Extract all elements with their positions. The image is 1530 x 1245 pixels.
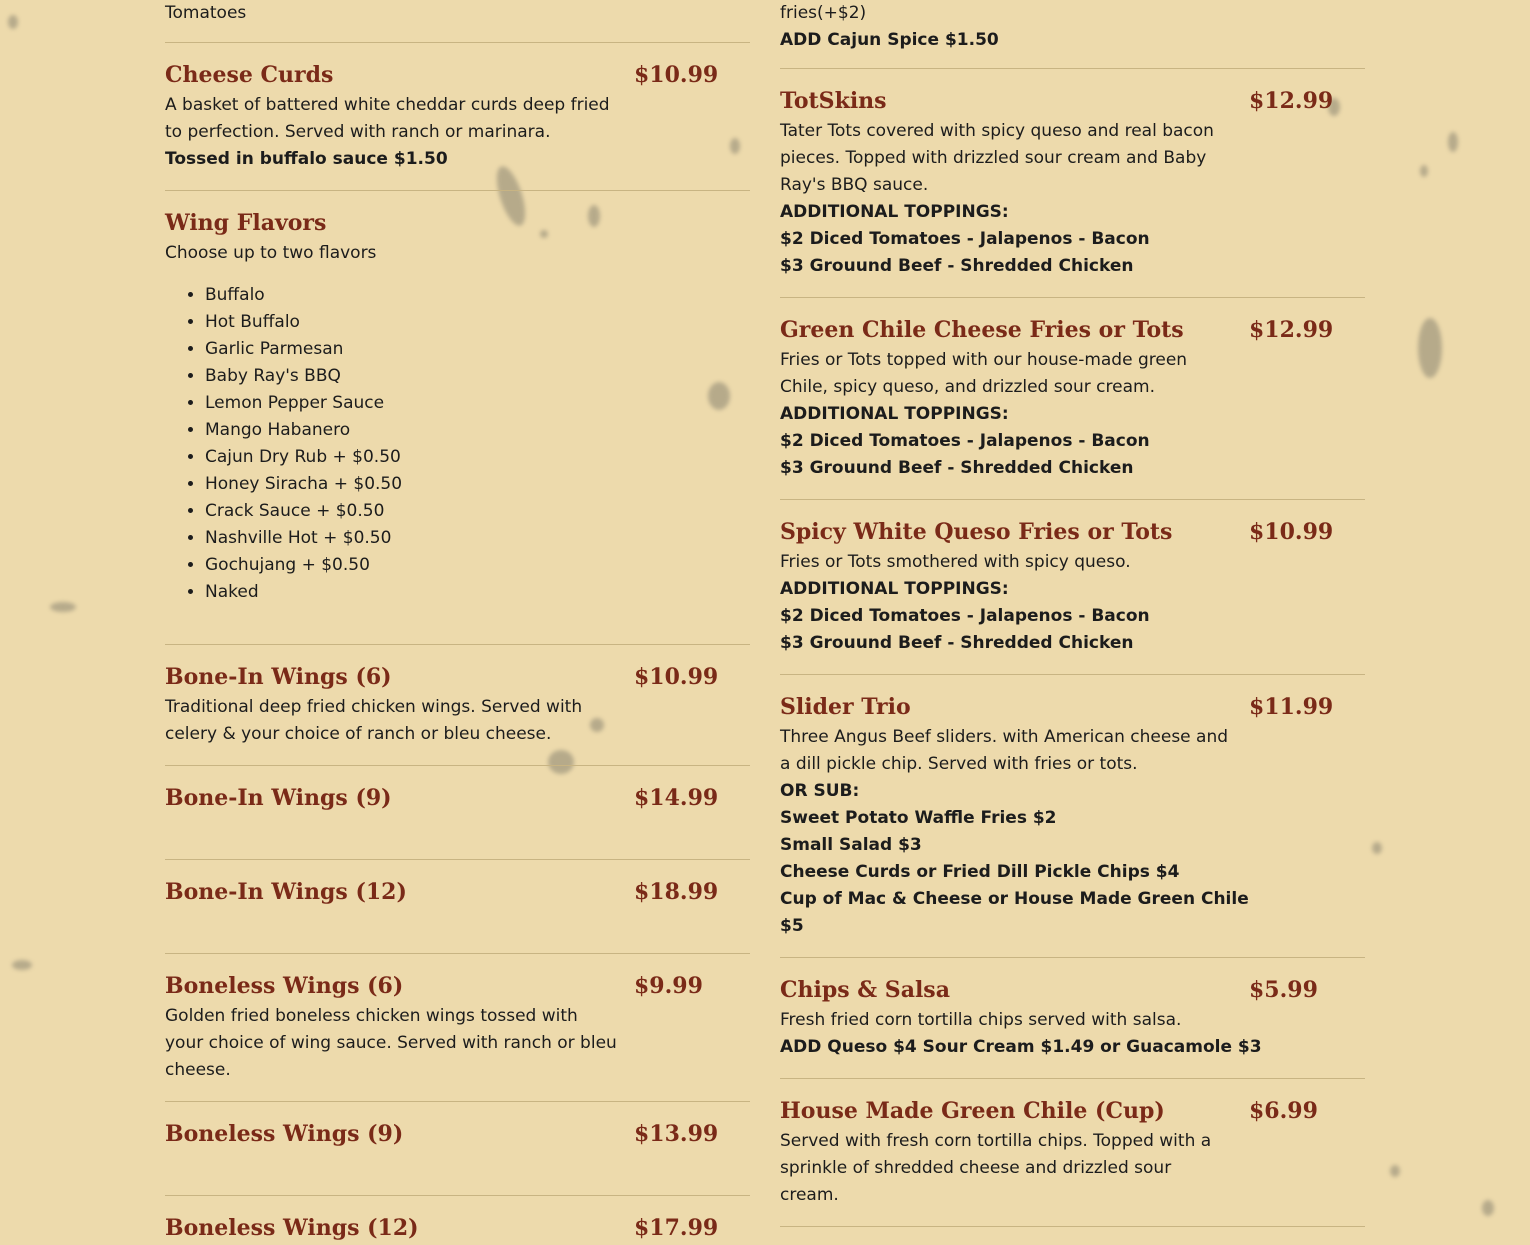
list-item: • Naked xyxy=(205,579,750,606)
menu-item-bone-in-wings-12 xyxy=(165,860,750,954)
list-item: • Honey Siracha + $0.50 xyxy=(205,471,750,498)
menu-item-cheese-curds xyxy=(165,43,750,191)
item-extra: Small Salad $3 xyxy=(780,835,922,855)
menu-item-slider-trio xyxy=(780,675,1365,958)
item-description: Fresh fried corn tortilla chips served with salsa. xyxy=(780,1010,1182,1030)
item-extra: OR SUB: xyxy=(780,781,860,801)
item-price: $6.99 xyxy=(1249,1098,1318,1124)
item-name: Spicy White Queso Fries or Tots xyxy=(780,519,1173,545)
item-price: $14.99 xyxy=(634,785,719,811)
texture-speck xyxy=(1482,1200,1494,1216)
menu-item-boneless-wings-12 xyxy=(165,1196,750,1245)
item-price: $18.99 xyxy=(634,879,719,905)
texture-speck xyxy=(1448,132,1458,152)
list-item: • Crack Sauce + $0.50 xyxy=(205,498,750,525)
item-name: Cheese Curds xyxy=(165,62,334,88)
item-name: Green Chile Cheese Fries or Tots xyxy=(780,317,1184,343)
list-item: • Garlic Parmesan xyxy=(205,336,750,363)
item-addon: ADD Cajun Spice $1.50 xyxy=(780,30,999,50)
menu-item-green-chile-cheese-fries xyxy=(780,298,1365,500)
item-name: Boneless Wings (9) xyxy=(165,1121,404,1147)
item-name: House Made Green Chile (Cup) xyxy=(780,1098,1165,1124)
texture-speck xyxy=(8,15,18,29)
list-item: • Baby Ray's BBQ xyxy=(205,363,750,390)
item-addon: ADD Queso $4 Sour Cream $1.49 or Guacamole $3 xyxy=(780,1037,1262,1057)
item-name: Boneless Wings (6) xyxy=(165,973,404,999)
texture-speck xyxy=(1372,842,1382,854)
item-name: Boneless Wings (12) xyxy=(165,1215,419,1241)
item-extra: ADDITIONAL TOPPINGS: xyxy=(780,202,1009,222)
item-extra: ADDITIONAL TOPPINGS: xyxy=(780,404,1009,424)
item-price: $9.99 xyxy=(634,973,703,999)
menu-item-bone-in-wings-9 xyxy=(165,766,750,860)
item-price: $13.99 xyxy=(634,1121,719,1147)
menu-column-right xyxy=(780,0,1365,1227)
texture-speck xyxy=(12,960,32,970)
menu-item-boneless-wings-9 xyxy=(165,1102,750,1196)
item-description: fries(+$2) xyxy=(780,3,867,23)
item-subtitle: Choose up to two flavors xyxy=(165,243,377,263)
item-addon: Tossed in buffalo sauce $1.50 xyxy=(165,149,448,169)
item-extra: ADDITIONAL TOPPINGS: xyxy=(780,579,1009,599)
item-name: Slider Trio xyxy=(780,694,911,720)
item-description: Tater Tots covered with spicy queso and real bacon pieces. Topped with drizzled sour cream and Baby Ray's BBQ sauce. xyxy=(780,121,1214,195)
texture-speck xyxy=(50,602,76,612)
item-extra: $3 Grouund Beef - Shredded Chicken xyxy=(780,458,1134,478)
item-name: Chips & Salsa xyxy=(780,977,950,1003)
item-name: Bone-In Wings (9) xyxy=(165,785,392,811)
item-extra: $3 Grouund Beef - Shredded Chicken xyxy=(780,633,1134,653)
item-extra: $3 Grouund Beef - Shredded Chicken xyxy=(780,256,1134,276)
item-name: Bone-In Wings (12) xyxy=(165,879,407,905)
item-name: Wing Flavors xyxy=(165,210,327,236)
list-item: • Cajun Dry Rub + $0.50 xyxy=(205,444,750,471)
item-price: $10.99 xyxy=(1249,519,1334,545)
item-price: $5.99 xyxy=(1249,977,1318,1003)
menu-item-spicy-white-queso-fries xyxy=(780,500,1365,675)
item-extra: Sweet Potato Waffle Fries $2 xyxy=(780,808,1057,828)
wing-flavor-list xyxy=(165,282,750,606)
texture-speck xyxy=(1420,165,1428,177)
item-price: $12.99 xyxy=(1249,317,1334,343)
texture-speck xyxy=(1390,1165,1400,1177)
menu-item-chips-salsa xyxy=(780,958,1365,1079)
item-price: $10.99 xyxy=(634,664,719,690)
item-description: A basket of battered white cheddar curds deep fried to perfection. Served with ranch or marinara. xyxy=(165,95,610,142)
item-extra: $2 Diced Tomatoes - Jalapenos - Bacon xyxy=(780,229,1150,249)
menu-item-wing-flavors xyxy=(165,191,750,645)
item-name: TotSkins xyxy=(780,88,887,114)
menu-item-fragment xyxy=(780,0,1365,69)
item-extra: $2 Diced Tomatoes - Jalapenos - Bacon xyxy=(780,606,1150,626)
item-extra: $5 xyxy=(780,916,804,936)
item-description: Golden fried boneless chicken wings tossed with your choice of wing sauce. Served with ranch or bleu cheese. xyxy=(165,1006,617,1080)
list-item: • Hot Buffalo xyxy=(205,309,750,336)
item-price: $17.99 xyxy=(634,1215,719,1241)
item-extra: $2 Diced Tomatoes - Jalapenos - Bacon xyxy=(780,431,1150,451)
menu-column-left xyxy=(165,0,750,1245)
list-item: • Buffalo xyxy=(205,282,750,309)
list-item: • Lemon Pepper Sauce xyxy=(205,390,750,417)
item-description: Traditional deep fried chicken wings. Served with celery & your choice of ranch or bleu cheese. xyxy=(165,697,583,744)
menu-item-fragment xyxy=(165,0,750,43)
item-name: Bone-In Wings (6) xyxy=(165,664,392,690)
item-description: Tomatoes xyxy=(165,3,247,23)
item-price: $10.99 xyxy=(634,62,719,88)
item-extra: Cheese Curds or Fried Dill Pickle Chips $4 xyxy=(780,862,1180,882)
item-price: $11.99 xyxy=(1249,694,1334,720)
item-description: Three Angus Beef sliders. with American cheese and a dill pickle chip. Served with fries or tots. xyxy=(780,727,1229,774)
menu-item-house-made-green-chile xyxy=(780,1079,1365,1227)
list-item: • Nashville Hot + $0.50 xyxy=(205,525,750,552)
item-description: Fries or Tots smothered with spicy queso. xyxy=(780,552,1131,572)
list-item: • Mango Habanero xyxy=(205,417,750,444)
menu-item-bone-in-wings-6 xyxy=(165,645,750,766)
item-description: Served with fresh corn tortilla chips. Topped with a sprinkle of shredded cheese and drizzled sour cream. xyxy=(780,1131,1212,1205)
menu-item-boneless-wings-6 xyxy=(165,954,750,1102)
item-price: $12.99 xyxy=(1249,88,1334,114)
texture-speck xyxy=(1418,318,1442,378)
menu-item-totskins xyxy=(780,69,1365,298)
item-extra: Cup of Mac & Cheese or House Made Green Chile xyxy=(780,889,1249,909)
item-description: Fries or Tots topped with our house-made green Chile, spicy queso, and drizzled sour cream. xyxy=(780,350,1188,397)
list-item: • Gochujang + $0.50 xyxy=(205,552,750,579)
